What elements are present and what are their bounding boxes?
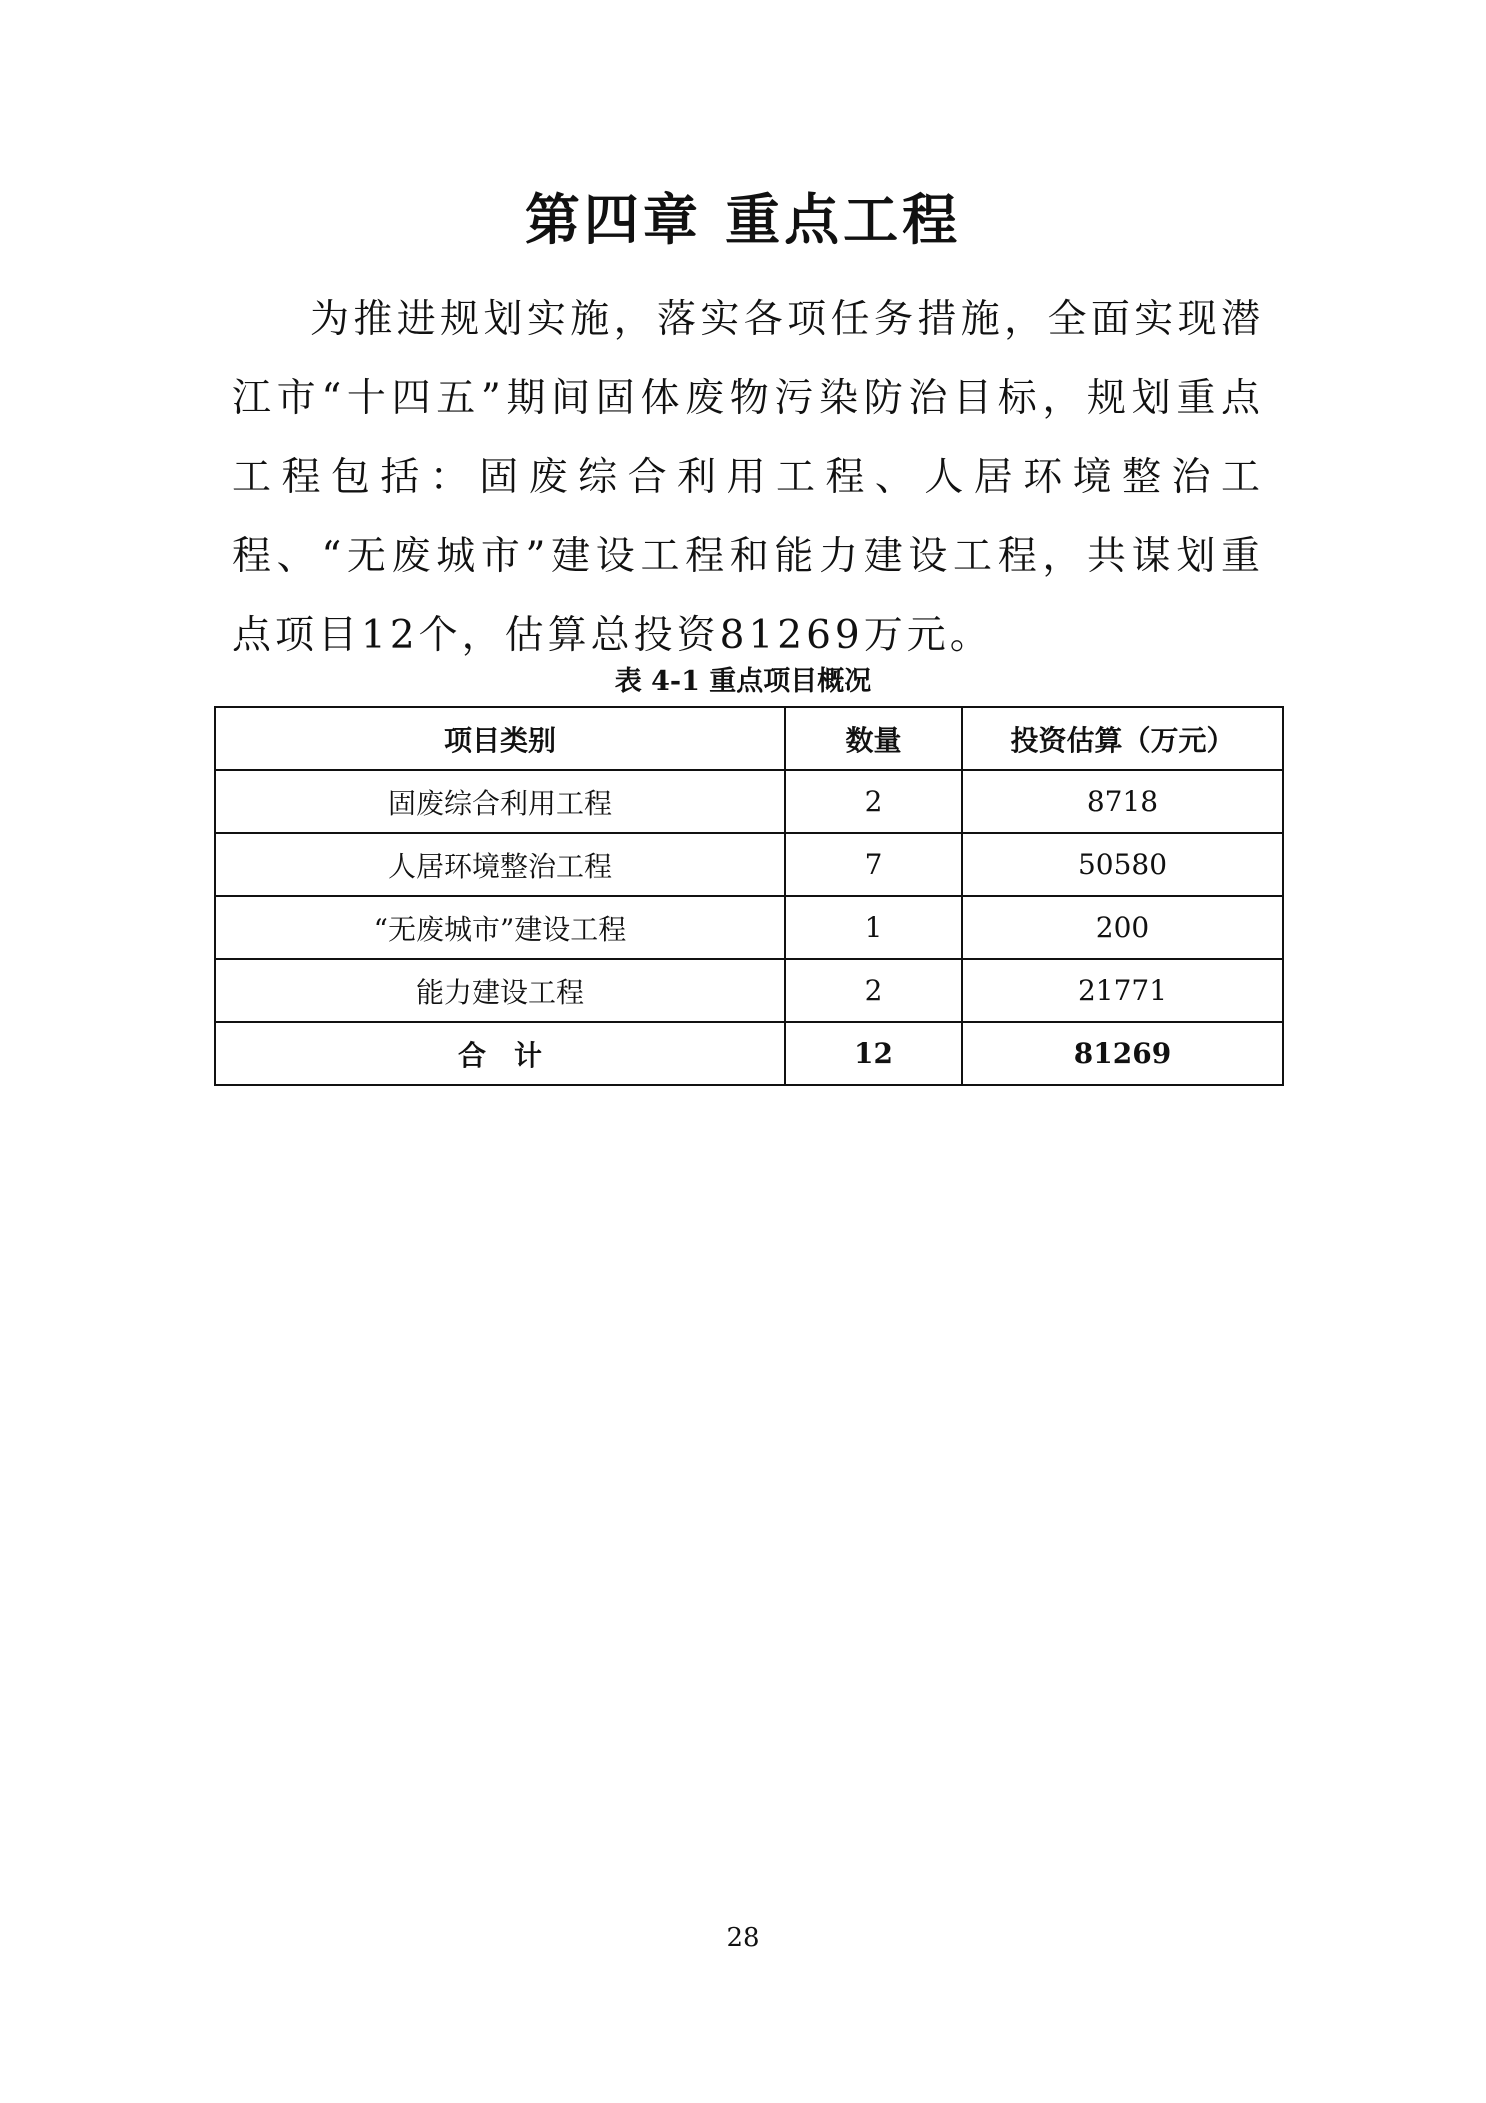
cell-count: 1 xyxy=(785,896,962,959)
chapter-title: 第四章 重点工程 xyxy=(524,187,962,252)
table-header-row xyxy=(215,707,1283,770)
cell-investment: 200 xyxy=(962,896,1283,959)
cell-count: 2 xyxy=(785,770,962,833)
key-projects-table xyxy=(214,706,1284,1086)
header-category: 项目类别 xyxy=(215,707,785,770)
cell-investment: 8718 xyxy=(962,770,1283,833)
cell-investment: 50580 xyxy=(962,833,1283,896)
total-label xyxy=(215,1022,785,1085)
header-count: 数量 xyxy=(785,707,962,770)
cell-category: 能力建设工程 xyxy=(215,959,785,1022)
cell-category: 人居环境整治工程 xyxy=(215,833,785,896)
header-investment: 投资估算（万元） xyxy=(962,707,1283,770)
table-row xyxy=(215,896,1283,959)
cell-count: 7 xyxy=(785,833,962,896)
table-caption: 表 4-1 重点项目概况 xyxy=(614,666,872,697)
table-row xyxy=(215,959,1283,1022)
table-total-row xyxy=(215,1022,1283,1085)
intro-paragraph: 为推进规划实施，落实各项任务措施，全面实现潜江市“十四五”期间固体废物污染防治目标，规划重点工程包括：固废综合利用工程、人居环境整治工程、“无废城市”建设工程和能力建设工程，共谋划重点项目12个，估算总投资81269万元。 xyxy=(232,297,1264,658)
table-row xyxy=(215,770,1283,833)
cell-category: “无废城市”建设工程 xyxy=(215,896,785,959)
cell-count: 2 xyxy=(785,959,962,1022)
page-number: 28 xyxy=(726,1923,760,1953)
cell-investment: 21771 xyxy=(962,959,1283,1022)
total-investment: 81269 xyxy=(962,1022,1283,1085)
total-count: 12 xyxy=(785,1022,962,1085)
total-label-text: 合计 xyxy=(457,1038,570,1072)
table-row xyxy=(215,833,1283,896)
cell-category: 固废综合利用工程 xyxy=(215,770,785,833)
